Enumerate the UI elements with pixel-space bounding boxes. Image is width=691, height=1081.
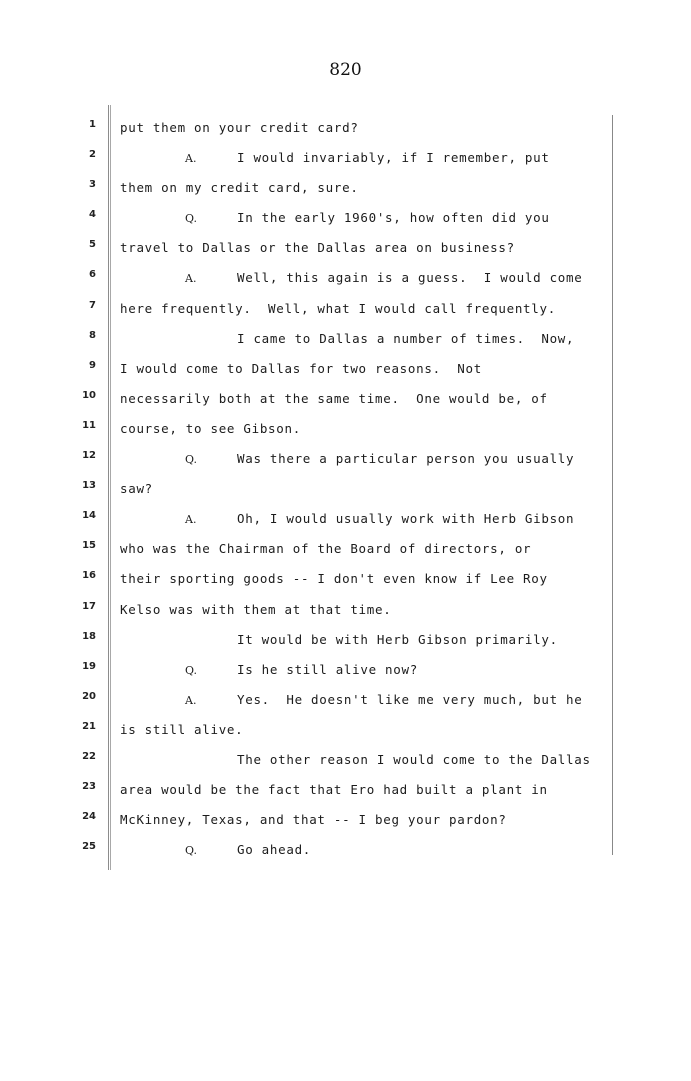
line-number: 20 bbox=[82, 690, 96, 702]
line-text: Kelso was with them at that time. bbox=[120, 601, 392, 617]
speaker-marker: Q. bbox=[185, 453, 197, 467]
transcript-line bbox=[0, 807, 691, 837]
transcript-line bbox=[0, 265, 691, 295]
line-number: 16 bbox=[82, 570, 96, 582]
line-number: 25 bbox=[82, 841, 96, 853]
line-text bbox=[185, 692, 582, 707]
line-text bbox=[185, 150, 550, 165]
line-number: 10 bbox=[82, 389, 96, 401]
line-number: 9 bbox=[89, 359, 96, 371]
transcript-line bbox=[0, 356, 691, 386]
speaker-marker: Q. bbox=[185, 844, 197, 858]
speaker-marker: A. bbox=[185, 152, 197, 166]
transcript-line bbox=[0, 566, 691, 596]
line-number: 22 bbox=[82, 750, 96, 762]
line-text bbox=[185, 451, 574, 466]
line-text: them on my credit card, sure. bbox=[120, 180, 359, 196]
line-number: 13 bbox=[82, 480, 96, 492]
speaker-marker: Q. bbox=[185, 663, 197, 677]
speaker-marker: A. bbox=[185, 272, 197, 286]
transcript-line bbox=[0, 747, 691, 777]
transcript-line bbox=[0, 205, 691, 235]
line-number: 4 bbox=[89, 209, 96, 221]
line-text: travel to Dallas or the Dallas area on business? bbox=[120, 240, 515, 256]
line-number: 23 bbox=[82, 781, 96, 793]
line-text bbox=[185, 210, 550, 225]
transcript-body bbox=[0, 115, 691, 867]
line-text bbox=[185, 511, 574, 526]
line-number: 17 bbox=[82, 600, 96, 612]
line-text: is still alive. bbox=[120, 721, 244, 737]
line-content: Was there a particular person you usually bbox=[237, 451, 575, 467]
speaker-marker: A. bbox=[185, 693, 197, 707]
line-content: I would invariably, if I remember, put bbox=[237, 150, 550, 166]
line-text: their sporting goods -- I don't even know if Lee Roy bbox=[120, 571, 548, 587]
line-number: 5 bbox=[89, 239, 96, 251]
transcript-line bbox=[0, 687, 691, 717]
transcript-line bbox=[0, 777, 691, 807]
line-number: 2 bbox=[89, 149, 96, 161]
transcript-line bbox=[0, 386, 691, 416]
transcript-line bbox=[0, 416, 691, 446]
line-content: Is he still alive now? bbox=[237, 661, 418, 677]
line-number: 15 bbox=[82, 540, 96, 552]
line-text: The other reason I would come to the Dallas bbox=[237, 751, 591, 767]
line-number: 7 bbox=[89, 299, 96, 311]
line-text: course, to see Gibson. bbox=[120, 420, 301, 436]
transcript-line bbox=[0, 597, 691, 627]
line-text bbox=[185, 842, 311, 857]
transcript-line bbox=[0, 326, 691, 356]
transcript-line bbox=[0, 145, 691, 175]
line-number: 11 bbox=[82, 419, 96, 431]
line-text: McKinney, Texas, and that -- I beg your pardon? bbox=[120, 812, 507, 828]
line-number: 18 bbox=[82, 630, 96, 642]
line-number: 14 bbox=[82, 510, 96, 522]
line-number: 24 bbox=[82, 811, 96, 823]
line-text: put them on your credit card? bbox=[120, 120, 359, 135]
transcript-line bbox=[0, 175, 691, 205]
transcript-line bbox=[0, 627, 691, 657]
line-number: 8 bbox=[89, 329, 96, 341]
line-text: I would come to Dallas for two reasons. Not bbox=[120, 360, 482, 376]
line-number: 1 bbox=[89, 119, 96, 130]
page-number: 820 bbox=[329, 60, 362, 80]
line-text: I came to Dallas a number of times. Now, bbox=[237, 330, 575, 346]
line-text: area would be the fact that Ero had built a plant in bbox=[120, 782, 548, 798]
transcript-line bbox=[0, 235, 691, 265]
line-text: It would be with Herb Gibson primarily. bbox=[237, 631, 558, 647]
line-text: necessarily both at the same time. One would be, of bbox=[120, 390, 548, 406]
line-content: In the early 1960's, how often did you bbox=[237, 210, 550, 226]
transcript-line bbox=[0, 536, 691, 566]
line-text: here frequently. Well, what I would call frequently. bbox=[120, 300, 556, 316]
transcript-line bbox=[0, 446, 691, 476]
line-number: 19 bbox=[82, 660, 96, 672]
transcript-line bbox=[0, 296, 691, 326]
transcript-line bbox=[0, 506, 691, 536]
speaker-marker: A. bbox=[185, 513, 197, 527]
line-number: 21 bbox=[82, 720, 96, 732]
line-content: Well, this again is a guess. I would come bbox=[237, 270, 583, 286]
transcript-line bbox=[0, 837, 691, 867]
line-text: saw? bbox=[120, 481, 153, 497]
line-content: Oh, I would usually work with Herb Gibson bbox=[237, 511, 575, 527]
line-text bbox=[185, 662, 418, 677]
line-text bbox=[185, 270, 582, 285]
transcript-line bbox=[0, 115, 691, 145]
line-content: Yes. He doesn't like me very much, but he bbox=[237, 691, 583, 707]
line-number: 12 bbox=[82, 450, 96, 462]
speaker-marker: Q. bbox=[185, 212, 197, 226]
line-content: Go ahead. bbox=[237, 842, 312, 858]
transcript-line bbox=[0, 657, 691, 687]
line-text: who was the Chairman of the Board of directors, or bbox=[120, 541, 532, 557]
line-number: 3 bbox=[89, 179, 96, 191]
transcript-line bbox=[0, 717, 691, 747]
line-number: 6 bbox=[89, 269, 96, 281]
transcript-line bbox=[0, 476, 691, 506]
